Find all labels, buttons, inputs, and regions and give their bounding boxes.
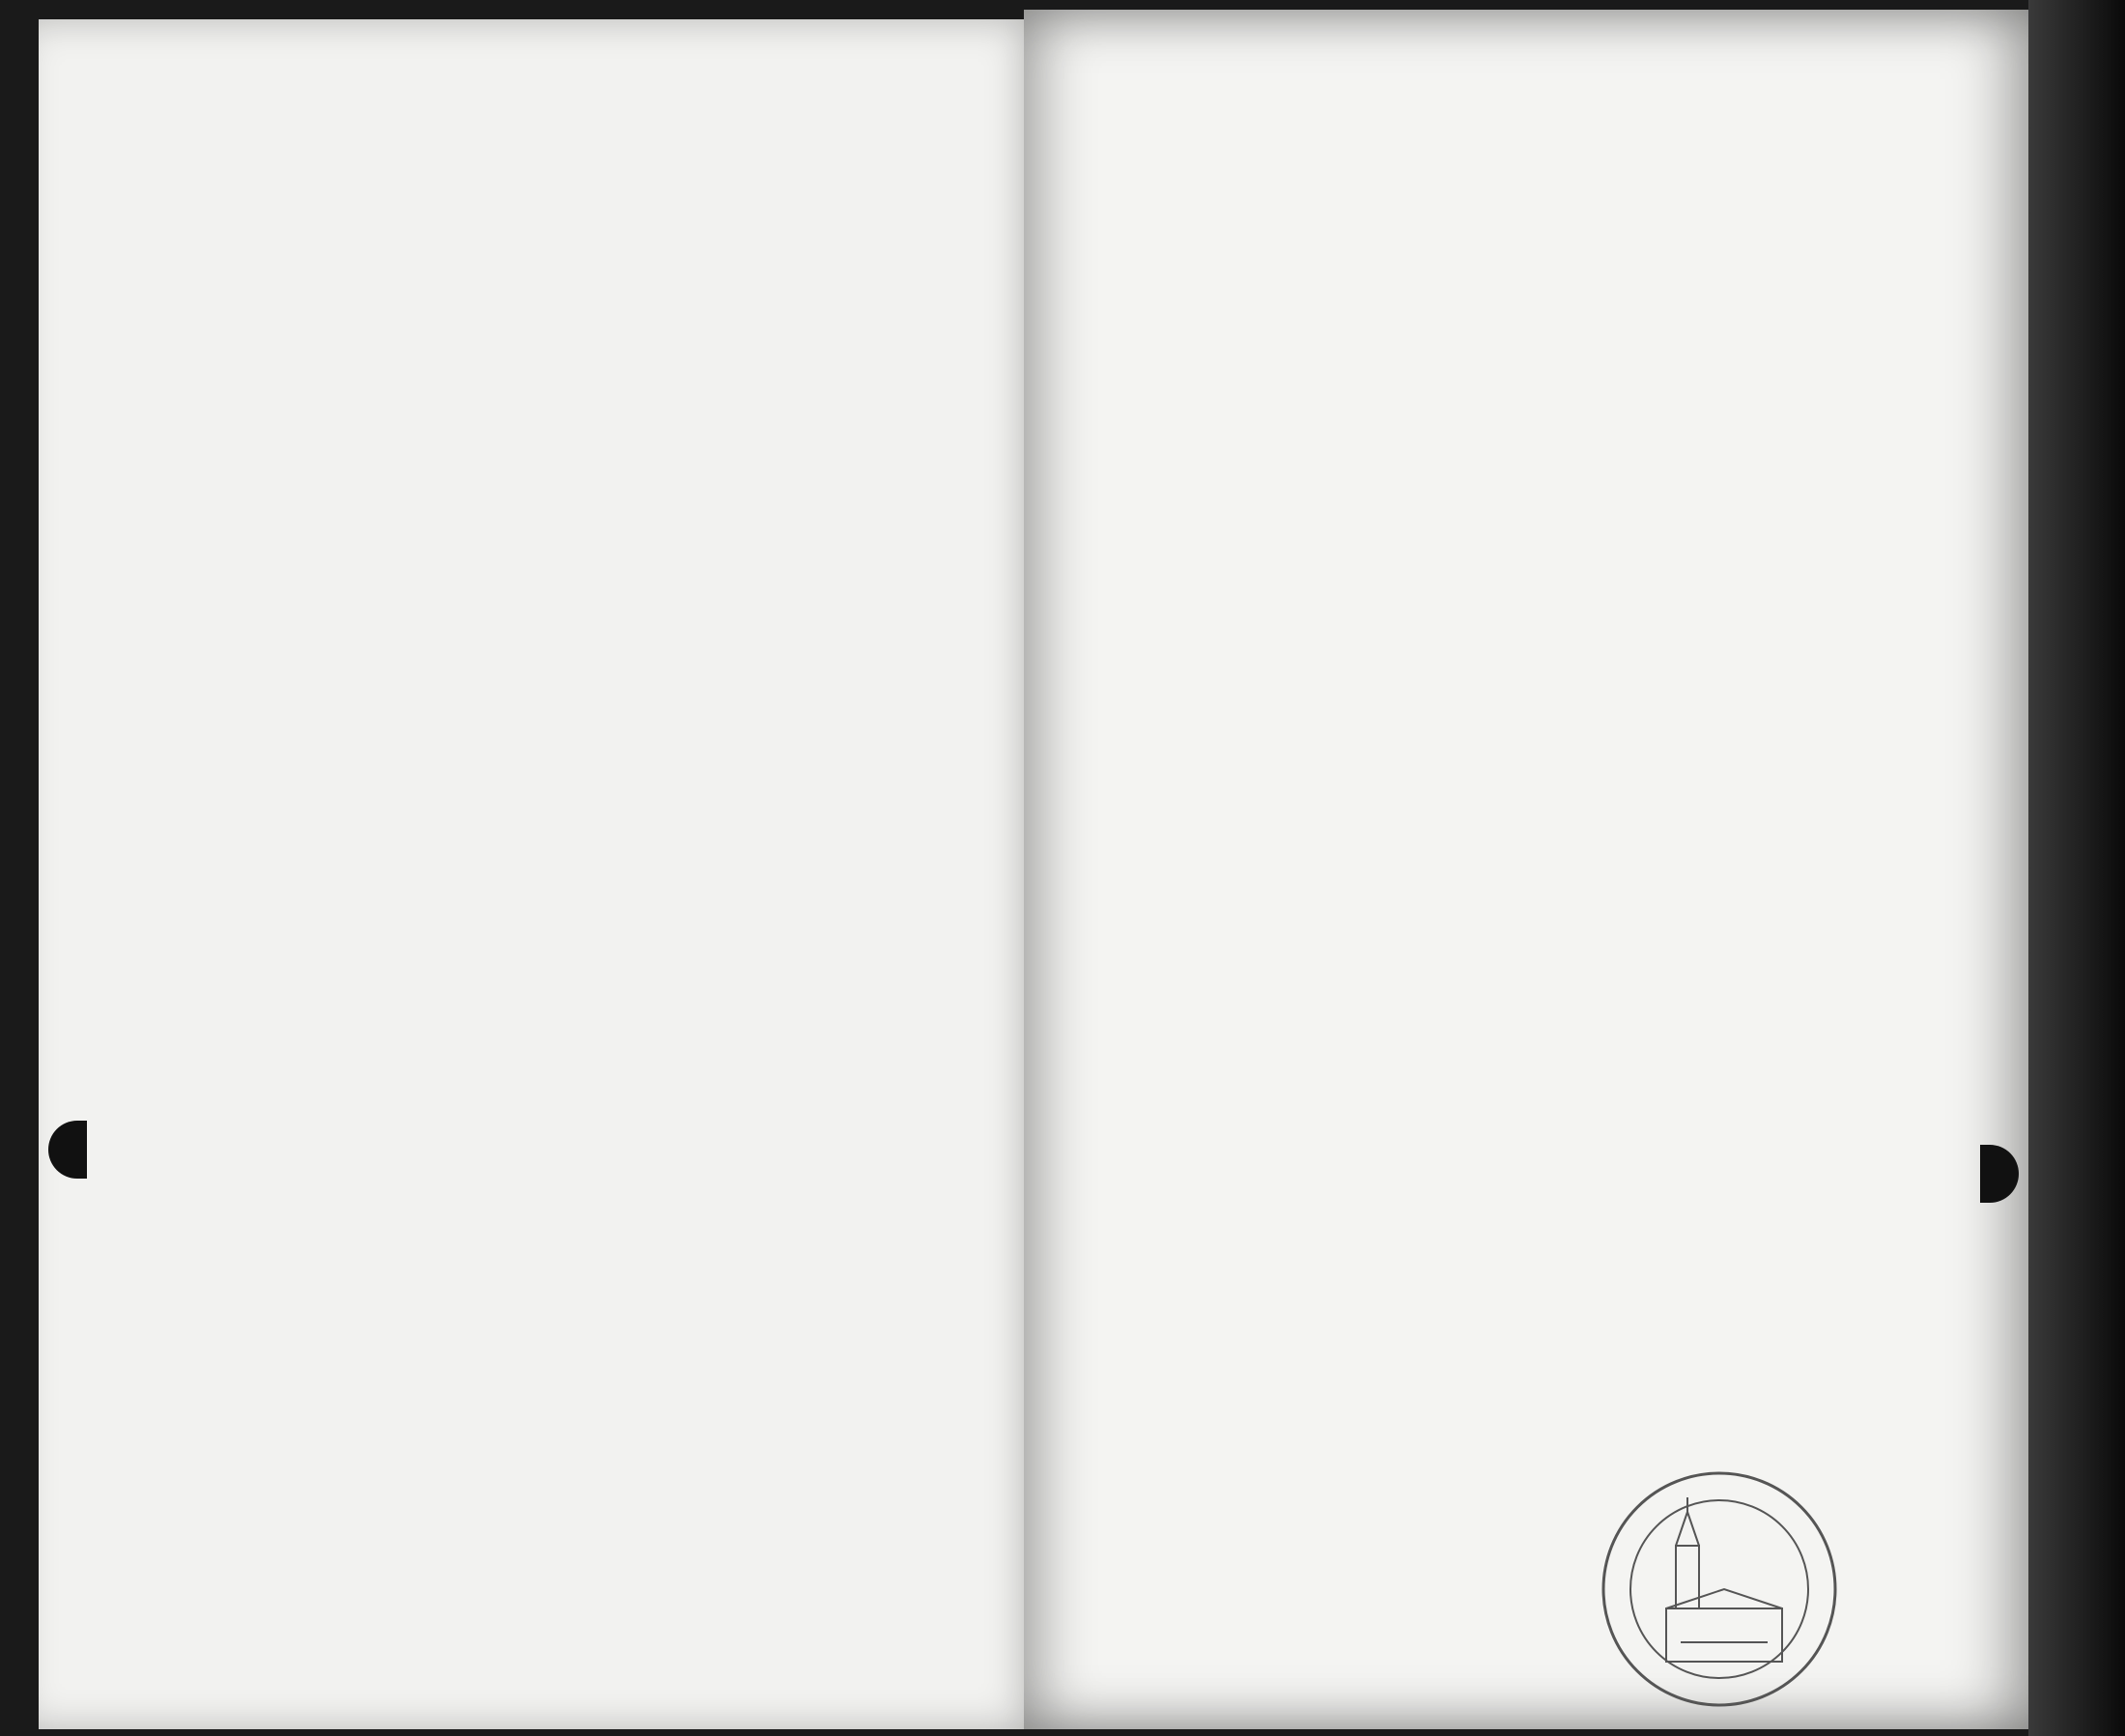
cathedral-icon xyxy=(1666,1497,1782,1662)
